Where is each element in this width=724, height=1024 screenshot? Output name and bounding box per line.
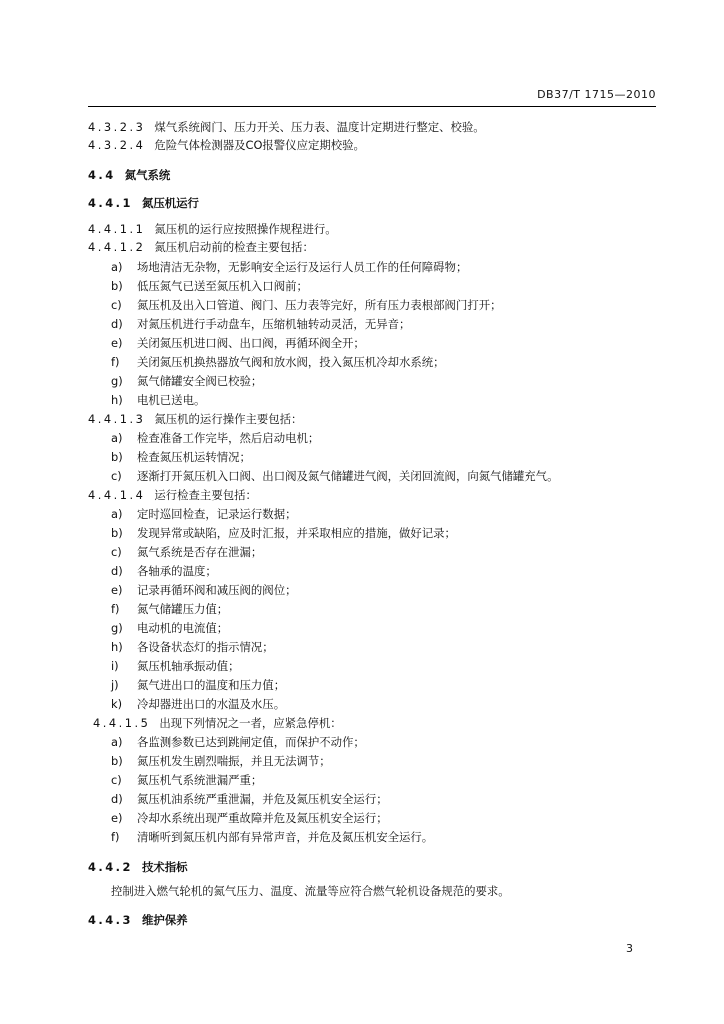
section-heading [88,913,188,927]
clause [93,716,342,730]
item-text: 场地清洁无杂物，无影响安全运行及运行人员工作的任何障碍物； [137,260,468,274]
item-text: 氮气储罐安全阀已校验； [137,374,263,388]
item-label: b) [111,450,123,464]
item-text: 检查准备工作完毕，然后启动电机； [137,431,320,445]
clause-number: 4.4 [88,168,116,182]
clause-text: 氮压机运行 [141,196,199,210]
item-text: 氮气进出口的温度和压力值； [137,678,286,692]
item-text: 逐渐打开氮压机入口阀、出口阀及氮气储罐进气阀，关闭回流阀，向氮气储罐充气。 [137,469,559,483]
item-text: 发现异常或缺陷，应及时汇报，并采取相应的措施，做好记录； [137,526,456,540]
item-text: 低压氮气已送至氮压机入口阀前； [137,279,308,293]
clause-number: 4.4.1 [88,196,133,210]
section-heading [88,168,170,182]
item-text: 对氮压机进行手动盘车，压缩机轴转动灵活，无异音； [137,317,411,331]
clause-text: 技术指标 [141,860,188,874]
item-label: c) [111,298,122,312]
item-text: 氮压机气系统泄漏严重； [137,773,263,787]
page-number: 3 [626,942,633,955]
item-text: 检查氮压机运转情况； [137,450,251,464]
item-text: 冷却器进出口的水温及水压。 [137,697,286,711]
section-heading [88,196,199,210]
clause-number: 4.3.2.4 [88,138,146,152]
item-label: a) [111,431,123,445]
clause-number: 4.4.1.3 [88,412,146,426]
clause-number: 4.4.1.2 [88,240,146,254]
item-text: 氮压机油系统严重泄漏，并危及氮压机安全运行； [137,792,388,806]
item-label: b) [111,754,123,768]
clause [88,412,302,426]
item-text: 电动机的电流值； [137,621,229,635]
header-rule [88,106,656,107]
clause-text: 煤气系统阀门、压力开关、压力表、温度计定期进行整定、校验。 [154,120,485,134]
item-label: j) [111,678,119,692]
item-text: 各轴承的温度； [137,564,217,578]
clause-number: 4.4.1.5 [93,716,151,730]
item-text: 各监测参数已达到跳闸定值，而保护不动作； [137,735,365,749]
item-label: e) [111,811,123,825]
item-label: e) [111,336,123,350]
standard-code: DB37/T 1715—2010 [537,88,656,101]
item-text: 冷却水系统出现严重故障并危及氮压机安全运行； [137,811,388,825]
clause-text: 氮压机启动前的检查主要包括： [154,240,314,254]
clause-text: 运行检查主要包括： [154,488,257,502]
clause [88,120,485,134]
item-label: c) [111,773,122,787]
item-label: a) [111,507,123,521]
item-label: c) [111,469,122,483]
item-label: i) [111,659,119,673]
item-label: h) [111,393,123,407]
item-label: d) [111,792,123,806]
clause-text: 出现下列情况之一者，应紧急停机： [159,716,342,730]
item-text: 定时巡回检查，记录运行数据； [137,507,297,521]
item-label: e) [111,583,123,597]
item-text: 氮压机轴承振动值； [137,659,240,673]
clause-number: 4.4.3 [88,913,133,927]
clause [88,488,257,502]
clause [88,222,337,236]
clause-number: 4.3.2.3 [88,120,146,134]
item-text: 氮气系统是否存在泄漏； [137,545,263,559]
item-text: 电机已送电。 [137,393,206,407]
item-label: b) [111,526,123,540]
clause-text: 氮压机的运行操作主要包括： [154,412,303,426]
item-text: 关闭氮压机进口阀、出口阀，再循环阀全开； [137,336,365,350]
clause-number: 4.4.1.4 [88,488,146,502]
item-text: 关闭氮压机换热器放气阀和放水阀，投入氮压机冷却水系统； [137,355,445,369]
item-label: b) [111,279,123,293]
item-label: a) [111,735,123,749]
clause-number: 4.4.2 [88,860,133,874]
paragraph-text: 控制进入燃气轮机的氮气压力、温度、流量等应符合燃气轮机设备规范的要求。 [111,884,510,898]
item-text: 氮气储罐压力值； [137,602,229,616]
item-label: g) [111,621,123,635]
clause [88,138,365,152]
item-label: c) [111,545,122,559]
item-text: 氮压机及出入口管道、阀门、压力表等完好，所有压力表根部阀门打开； [137,298,502,312]
clause-text: 氮压机的运行应按照操作规程进行。 [154,222,337,236]
clause-text: 危险气体检测器及CO报警仪应定期校验。 [154,138,365,152]
clause-number: 4.4.1.1 [88,222,146,236]
item-text: 氮压机发生剧烈喘振，并且无法调节； [137,754,331,768]
clause-text: 维护保养 [141,913,188,927]
clause-text: 氮气系统 [124,168,171,182]
item-label: h) [111,640,123,654]
item-label: f) [111,602,120,616]
item-text: 清晰听到氮压机内部有异常声音，并危及氮压机安全运行。 [137,830,434,844]
item-label: d) [111,317,123,331]
item-label: f) [111,830,120,844]
clause [88,240,314,254]
item-label: f) [111,355,120,369]
item-label: d) [111,564,123,578]
item-label: k) [111,697,123,711]
section-heading [88,860,188,874]
item-label: g) [111,374,123,388]
item-text: 记录再循环阀和减压阀的阀位； [137,583,297,597]
item-label: a) [111,260,123,274]
item-text: 各设备状态灯的指示情况； [137,640,274,654]
